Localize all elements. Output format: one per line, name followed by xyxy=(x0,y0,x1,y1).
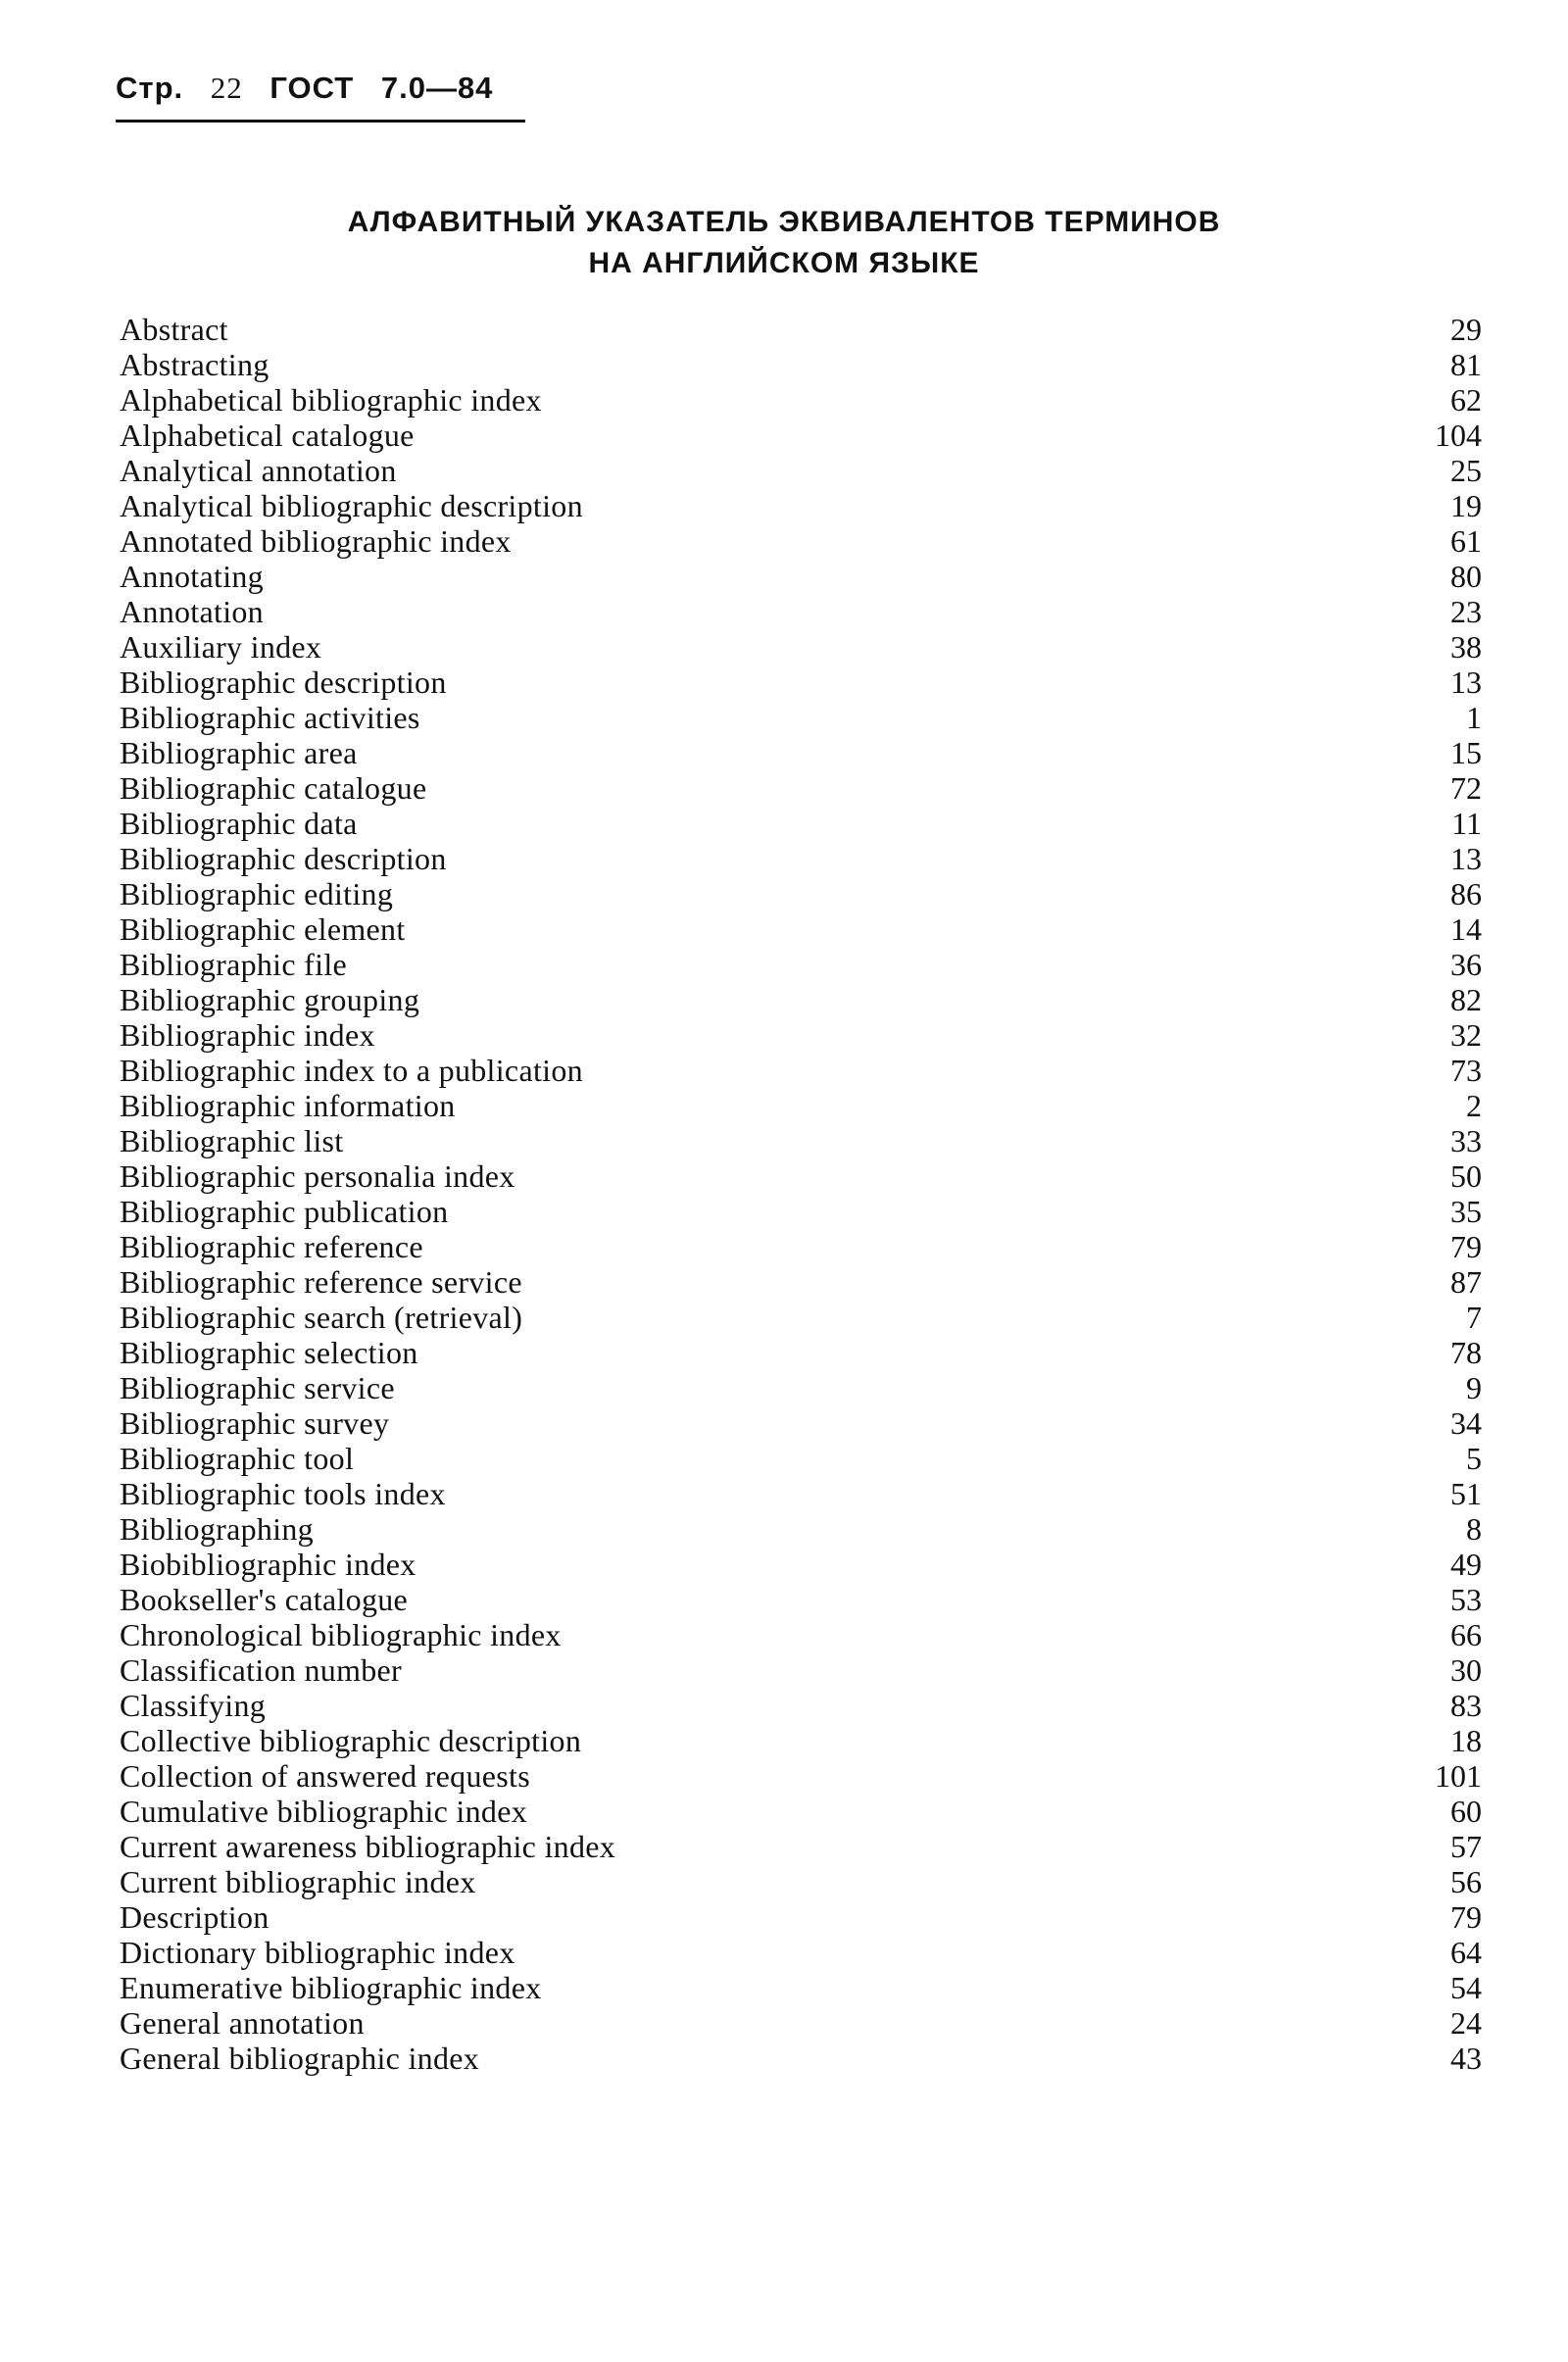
entry-number: 79 xyxy=(1450,1899,1482,1935)
entry-number: 2 xyxy=(1466,1088,1482,1123)
entry-number: 101 xyxy=(1435,1758,1482,1794)
index-entry xyxy=(120,735,1482,770)
index-entry xyxy=(120,1723,1482,1758)
index-entry xyxy=(120,1264,1482,1300)
entry-term: Cumulative bibliographic index xyxy=(120,1794,528,1829)
entry-term: Bibliographic reference xyxy=(120,1229,423,1264)
entry-number: 87 xyxy=(1450,1264,1482,1300)
index-title-line-1: АЛФАВИТНЫЙ УКАЗАТЕЛЬ ЭКВИВАЛЕНТОВ ТЕРМИНОВ xyxy=(347,206,1221,238)
index-entry xyxy=(120,1123,1482,1158)
index-entry xyxy=(120,806,1482,841)
index-entry xyxy=(120,1405,1482,1441)
entry-number: 57 xyxy=(1450,1829,1482,1864)
index-entry xyxy=(120,1158,1482,1194)
entry-term: Bibliographic selection xyxy=(120,1335,418,1370)
index-entry xyxy=(120,876,1482,911)
entry-number: 62 xyxy=(1450,382,1482,418)
entry-number: 53 xyxy=(1450,1582,1482,1617)
entry-term: Annotated bibliographic index xyxy=(120,523,512,559)
index-entry xyxy=(120,488,1482,523)
entry-term: Annotation xyxy=(120,594,264,629)
index-entry xyxy=(120,523,1482,559)
index-entry xyxy=(120,1794,1482,1829)
entry-term: Collective bibliographic description xyxy=(120,1723,582,1758)
index-entry xyxy=(120,1899,1482,1935)
entry-number: 25 xyxy=(1450,453,1482,488)
entry-term: Biobibliographic index xyxy=(120,1547,416,1582)
entry-term: Annotating xyxy=(120,559,264,594)
index-entry xyxy=(120,559,1482,594)
entry-term: Bibliographic publication xyxy=(120,1194,449,1229)
index-entry xyxy=(120,664,1482,700)
entry-number: 35 xyxy=(1450,1194,1482,1229)
index-entry xyxy=(120,312,1482,347)
index-entry xyxy=(120,700,1482,735)
page-header xyxy=(116,71,527,106)
entry-term: Bibliographic tool xyxy=(120,1441,355,1476)
index-list xyxy=(120,312,1482,2076)
index-entry xyxy=(120,1476,1482,1511)
entry-term: Bibliographic element xyxy=(120,911,406,947)
entry-term: Collection of answered requests xyxy=(120,1758,530,1794)
entry-number: 49 xyxy=(1450,1547,1482,1582)
standard-label: ГОСТ xyxy=(270,71,355,105)
entry-number: 23 xyxy=(1450,594,1482,629)
entry-number: 43 xyxy=(1450,2041,1482,2076)
entry-term: Bibliographic survey xyxy=(120,1405,390,1441)
entry-term: Bibliographic grouping xyxy=(120,982,420,1017)
entry-term: Bibliographic reference service xyxy=(120,1264,522,1300)
entry-number: 60 xyxy=(1450,1794,1482,1829)
entry-number: 50 xyxy=(1450,1158,1482,1194)
entry-number: 14 xyxy=(1450,911,1482,947)
entry-term: Dictionary bibliographic index xyxy=(120,1935,515,1970)
index-entry xyxy=(120,1617,1482,1652)
entry-number: 11 xyxy=(1451,806,1482,841)
index-title-line-2: НА АНГЛИЙСКОМ ЯЗЫКЕ xyxy=(588,247,980,279)
index-entry xyxy=(120,1017,1482,1053)
entry-term: General bibliographic index xyxy=(120,2041,480,2076)
entry-number: 73 xyxy=(1450,1053,1482,1088)
entry-number: 86 xyxy=(1450,876,1482,911)
entry-number: 33 xyxy=(1450,1123,1482,1158)
index-entry xyxy=(120,1688,1482,1723)
index-entry xyxy=(120,1441,1482,1476)
entry-number: 8 xyxy=(1466,1511,1482,1547)
entry-number: 61 xyxy=(1450,523,1482,559)
entry-number: 9 xyxy=(1466,1370,1482,1405)
index-entry xyxy=(120,2041,1482,2076)
entry-term: Auxiliary index xyxy=(120,629,322,664)
index-entry xyxy=(120,1970,1482,2005)
entry-number: 38 xyxy=(1450,629,1482,664)
page-label: Стр. xyxy=(116,71,184,105)
index-entry xyxy=(120,841,1482,876)
entry-number: 13 xyxy=(1450,841,1482,876)
entry-term: Current bibliographic index xyxy=(120,1864,476,1899)
entry-term: Bibliographic tools index xyxy=(120,1476,446,1511)
entry-term: Bibliographic list xyxy=(120,1123,344,1158)
index-entry xyxy=(120,1229,1482,1264)
entry-number: 72 xyxy=(1450,770,1482,806)
entry-number: 56 xyxy=(1450,1864,1482,1899)
entry-term: Alphabetical bibliographic index xyxy=(120,382,542,418)
index-entry xyxy=(120,1652,1482,1688)
entry-term: Bibliographic area xyxy=(120,735,358,770)
index-entry xyxy=(120,982,1482,1017)
index-entry xyxy=(120,947,1482,982)
index-entry xyxy=(120,911,1482,947)
entry-number: 34 xyxy=(1450,1405,1482,1441)
entry-number: 5 xyxy=(1466,1441,1482,1476)
entry-number: 83 xyxy=(1450,1688,1482,1723)
entry-number: 54 xyxy=(1450,1970,1482,2005)
entry-number: 81 xyxy=(1450,347,1482,382)
index-entry xyxy=(120,770,1482,806)
entry-term: Bibliographic file xyxy=(120,947,348,982)
entry-number: 78 xyxy=(1450,1335,1482,1370)
index-entry xyxy=(120,1511,1482,1547)
index-entry xyxy=(120,418,1482,453)
header-rule xyxy=(116,120,525,123)
entry-term: Description xyxy=(120,1899,270,1935)
entry-term: Bibliographic personalia index xyxy=(120,1158,515,1194)
entry-term: Analytical bibliographic description xyxy=(120,488,583,523)
entry-term: Bibliographic description xyxy=(120,664,447,700)
entry-number: 80 xyxy=(1450,559,1482,594)
entry-number: 82 xyxy=(1450,982,1482,1017)
index-entry xyxy=(120,1053,1482,1088)
index-entry xyxy=(120,347,1482,382)
index-entry xyxy=(120,629,1482,664)
entry-term: Bibliographic description xyxy=(120,841,447,876)
entry-number: 64 xyxy=(1450,1935,1482,1970)
entry-term: Bibliographic data xyxy=(120,806,358,841)
entry-number: 104 xyxy=(1435,418,1482,453)
index-entry xyxy=(120,382,1482,418)
entry-term: Classifying xyxy=(120,1688,267,1723)
entry-term: Current awareness bibliographic index xyxy=(120,1829,616,1864)
entry-number: 32 xyxy=(1450,1017,1482,1053)
page-number: 22 xyxy=(210,71,243,105)
index-entry xyxy=(120,1935,1482,1970)
entry-term: General annotation xyxy=(120,2005,365,2041)
entry-term: Bibliographic activities xyxy=(120,700,420,735)
entry-number: 36 xyxy=(1450,947,1482,982)
index-entry xyxy=(120,1300,1482,1335)
entry-number: 19 xyxy=(1450,488,1482,523)
entry-term: Abstract xyxy=(120,312,228,347)
entry-term: Bibliographic information xyxy=(120,1088,456,1123)
index-entry xyxy=(120,1582,1482,1617)
entry-term: Chronological bibliographic index xyxy=(120,1617,562,1652)
entry-term: Bibliographic catalogue xyxy=(120,770,427,806)
entry-term: Bibliographic search (retrieval) xyxy=(120,1300,523,1335)
index-entry xyxy=(120,1758,1482,1794)
entry-number: 18 xyxy=(1450,1723,1482,1758)
index-entry xyxy=(120,1547,1482,1582)
entry-number: 7 xyxy=(1466,1300,1482,1335)
index-entry xyxy=(120,1829,1482,1864)
entry-term: Bibliographic index to a publication xyxy=(120,1053,583,1088)
entry-number: 30 xyxy=(1450,1652,1482,1688)
entry-term: Abstracting xyxy=(120,347,270,382)
entry-term: Analytical annotation xyxy=(120,453,397,488)
index-title xyxy=(0,202,1568,284)
entry-term: Enumerative bibliographic index xyxy=(120,1970,542,2005)
index-entry xyxy=(120,1864,1482,1899)
entry-number: 1 xyxy=(1466,700,1482,735)
entry-number: 15 xyxy=(1450,735,1482,770)
index-entry xyxy=(120,594,1482,629)
entry-term: Bibliographic service xyxy=(120,1370,395,1405)
entry-number: 24 xyxy=(1450,2005,1482,2041)
index-entry xyxy=(120,1370,1482,1405)
entry-number: 29 xyxy=(1450,312,1482,347)
entry-number: 51 xyxy=(1450,1476,1482,1511)
entry-number: 79 xyxy=(1450,1229,1482,1264)
entry-term: Bibliographing xyxy=(120,1511,314,1547)
index-entry xyxy=(120,453,1482,488)
index-entry xyxy=(120,1335,1482,1370)
standard-number: 7.0—84 xyxy=(380,71,494,105)
index-entry xyxy=(120,1194,1482,1229)
entry-term: Alphabetical catalogue xyxy=(120,418,415,453)
entry-term: Bookseller's catalogue xyxy=(120,1582,409,1617)
entry-number: 13 xyxy=(1450,664,1482,700)
index-entry xyxy=(120,1088,1482,1123)
index-entry xyxy=(120,2005,1482,2041)
entry-term: Bibliographic index xyxy=(120,1017,375,1053)
entry-term: Bibliographic editing xyxy=(120,876,394,911)
entry-number: 66 xyxy=(1450,1617,1482,1652)
entry-term: Classification number xyxy=(120,1652,403,1688)
